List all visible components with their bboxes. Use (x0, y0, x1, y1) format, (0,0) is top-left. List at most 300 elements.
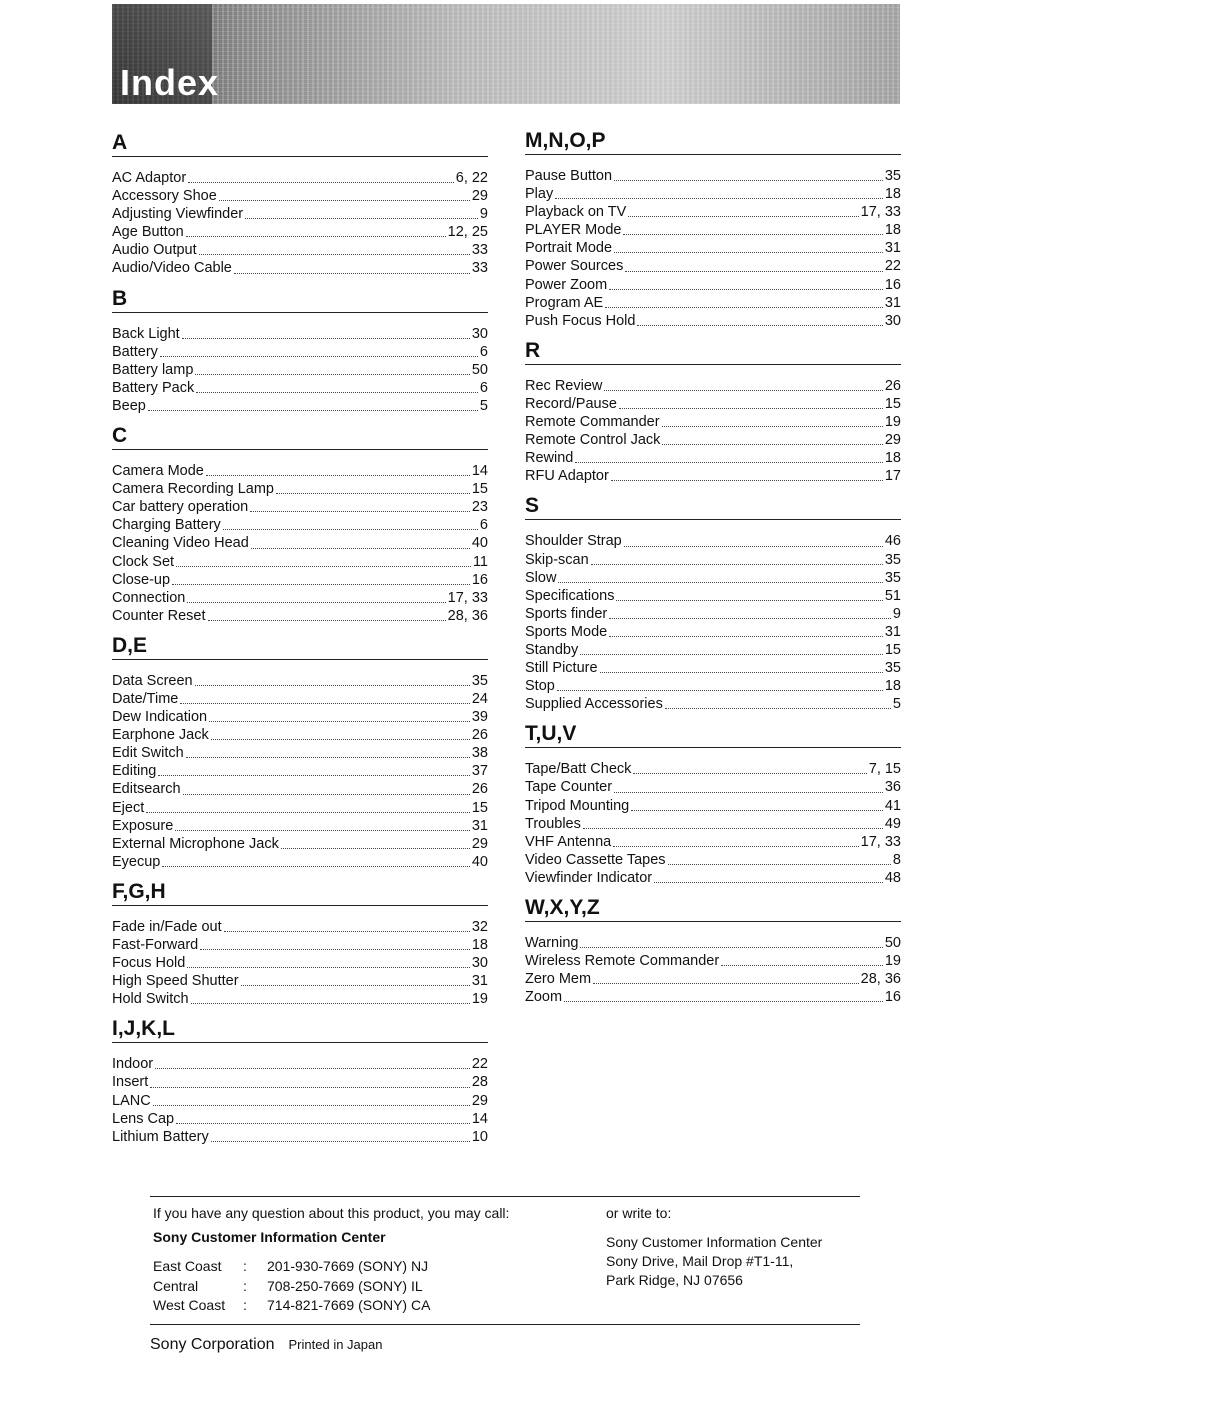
dot-leader (241, 984, 470, 986)
index-entry (112, 1110, 488, 1128)
entry-page: 35 (471, 672, 488, 689)
dot-leader (623, 233, 882, 235)
entry-page: 7, 15 (868, 761, 901, 778)
dot-leader (557, 689, 883, 691)
dot-leader (662, 425, 883, 427)
entry-term: LANC (112, 1092, 151, 1109)
corporation-line (150, 1336, 382, 1354)
dot-leader (555, 197, 883, 199)
index-section (525, 491, 901, 713)
dot-leader (211, 1140, 470, 1142)
entry-term: Play (525, 186, 554, 203)
dot-leader (276, 492, 470, 494)
dot-leader (187, 966, 470, 968)
dot-leader (631, 809, 883, 811)
index-entry (112, 672, 488, 690)
entry-page: 22 (884, 258, 901, 275)
index-entry (112, 607, 488, 625)
dot-leader (604, 389, 883, 391)
entry-page: 30 (884, 312, 901, 329)
entry-term: Troubles (525, 815, 581, 832)
entry-term: Editsearch (112, 781, 181, 798)
index-entry (112, 241, 488, 259)
index-section (525, 336, 901, 486)
dot-leader (195, 684, 470, 686)
phone-region: Central (153, 1277, 199, 1294)
entry-term: Slow (525, 569, 557, 586)
section-letter: A (112, 128, 488, 157)
index-entry (112, 361, 488, 379)
entry-term: Skip-scan (525, 551, 589, 568)
entry-page: 6 (479, 379, 488, 396)
index-entry (525, 869, 901, 887)
entry-term: RFU Adaptor (525, 468, 609, 485)
entry-page: 35 (884, 569, 901, 586)
index-entry (112, 1055, 488, 1073)
entry-term: Exposure (112, 817, 174, 834)
entry-page: 18 (471, 937, 488, 953)
phone-separator: : (243, 1258, 247, 1274)
entry-term: Counter Reset (112, 607, 206, 624)
entry-page: 50 (884, 935, 901, 951)
index-section (525, 893, 901, 1006)
dot-leader (628, 215, 858, 217)
index-entry (112, 589, 488, 607)
entry-term: Power Sources (525, 258, 624, 275)
index-entry (525, 760, 901, 778)
dot-leader (619, 407, 883, 409)
entry-page: 28 (471, 1074, 488, 1091)
dot-leader (245, 217, 478, 219)
entry-page: 22 (471, 1056, 488, 1073)
section-letter: D,E (112, 631, 488, 660)
entry-page: 31 (884, 294, 901, 311)
entry-term: Charging Battery (112, 517, 221, 534)
section-letter: S (525, 491, 901, 520)
entry-page: 6, 22 (455, 170, 488, 186)
entry-page: 6 (479, 343, 488, 360)
dot-leader (153, 1104, 470, 1106)
index-entry (525, 833, 901, 851)
index-entry (525, 431, 901, 449)
entry-term: Push Focus Hold (525, 312, 636, 329)
entry-term: Tripod Mounting (525, 797, 630, 814)
index-entry (112, 954, 488, 972)
entry-page: 26 (471, 727, 488, 744)
entry-term: Supplied Accessories (525, 696, 663, 713)
entry-page: 19 (884, 414, 901, 431)
entry-term: Program AE (525, 294, 604, 311)
index-section (525, 126, 901, 330)
entry-term: Still Picture (525, 660, 598, 677)
dot-leader (208, 619, 446, 621)
entry-term: Wireless Remote Commander (525, 953, 720, 970)
entry-term: Editing (112, 763, 157, 780)
entry-page: 38 (471, 745, 488, 762)
entry-page: 14 (471, 1110, 488, 1127)
entry-page: 40 (471, 535, 488, 552)
index-entry (525, 203, 901, 221)
entry-term: Insert (112, 1074, 149, 1091)
index-entry (525, 449, 901, 467)
address-line: Sony Customer Information Center (606, 1234, 823, 1250)
phone-number: 708-250-7669 (SONY) IL (267, 1277, 423, 1294)
entry-term: Zero Mem (525, 971, 592, 988)
dot-leader (624, 545, 883, 547)
entry-term: Battery (112, 343, 158, 360)
entry-term: Date/Time (112, 690, 179, 707)
entry-term: External Microphone Jack (112, 835, 279, 852)
dot-leader (172, 583, 470, 585)
index-entry (112, 817, 488, 835)
index-entry (525, 257, 901, 275)
entry-term: Close-up (112, 571, 171, 588)
index-section (112, 631, 488, 871)
index-entry (525, 551, 901, 569)
dot-leader (146, 811, 470, 813)
dot-leader (209, 720, 470, 722)
index-entry (112, 169, 488, 187)
entry-term: Audio Output (112, 242, 197, 259)
entry-page: 28, 36 (860, 971, 901, 988)
dot-leader (176, 565, 471, 567)
phone-number: 201-930-7669 (SONY) NJ (267, 1258, 429, 1274)
index-entry (525, 294, 901, 312)
index-column-right (525, 126, 901, 1012)
dot-leader (176, 1122, 470, 1124)
dot-leader (150, 1086, 470, 1088)
entry-term: Power Zoom (525, 276, 608, 293)
phone-row (153, 1277, 593, 1297)
entry-page: 15 (884, 395, 901, 412)
dot-leader (206, 474, 470, 476)
index-entry (112, 1128, 488, 1146)
index-entry (112, 379, 488, 397)
dot-leader (191, 1002, 470, 1004)
index-entry (525, 641, 901, 659)
entry-page: 17, 33 (860, 833, 901, 850)
index-entry (525, 413, 901, 431)
dot-leader (613, 845, 858, 847)
entry-page: 9 (479, 206, 488, 223)
index-entry (112, 205, 488, 223)
dot-leader (162, 865, 469, 867)
index-entry (525, 569, 901, 587)
entry-page: 29 (884, 432, 901, 449)
dot-leader (575, 461, 883, 463)
entry-page: 41 (884, 797, 901, 814)
entry-page: 31 (884, 240, 901, 257)
entry-term: Zoom (525, 989, 563, 1006)
index-entry (525, 952, 901, 970)
entry-page: 35 (884, 551, 901, 568)
index-entry (112, 799, 488, 817)
entry-term: Pause Button (525, 168, 613, 184)
dot-leader (609, 635, 883, 637)
entry-term: Viewfinder Indicator (525, 869, 653, 886)
section-letter: B (112, 284, 488, 313)
dot-leader (558, 581, 882, 583)
phone-row (153, 1257, 593, 1277)
dot-leader (600, 671, 883, 673)
index-section (112, 877, 488, 1008)
entry-page: 29 (471, 835, 488, 852)
corporation-name: Sony Corporation (150, 1336, 275, 1353)
entry-term: Lens Cap (112, 1110, 175, 1127)
page-title: Index (120, 62, 220, 103)
index-entry (112, 571, 488, 589)
dot-leader (637, 324, 882, 326)
index-entry (525, 395, 901, 413)
index-entry (525, 851, 901, 869)
dot-leader (614, 179, 883, 181)
entry-term: Remote Control Jack (525, 432, 661, 449)
dot-leader (281, 847, 470, 849)
dot-leader (625, 270, 883, 272)
entry-page: 31 (884, 623, 901, 640)
index-entry (112, 762, 488, 780)
entry-page: 14 (471, 463, 488, 480)
index-entry (112, 936, 488, 954)
index-entry (525, 623, 901, 641)
entry-term: Fast-Forward (112, 937, 199, 953)
phone-row (153, 1296, 593, 1316)
dot-leader (186, 756, 470, 758)
dot-leader (614, 251, 883, 253)
printed-in: Printed in Japan (288, 1337, 383, 1352)
entry-page: 15 (471, 799, 488, 816)
entry-page: 17, 33 (860, 204, 901, 221)
entry-term: PLAYER Mode (525, 222, 622, 239)
index-entry (112, 780, 488, 798)
entry-term: Focus Hold (112, 955, 186, 972)
entry-term: Hold Switch (112, 991, 189, 1008)
entry-term: Battery Pack (112, 379, 195, 396)
section-letter: W,X,Y,Z (525, 893, 901, 922)
dot-leader (580, 946, 882, 948)
phone-region: East Coast (153, 1258, 222, 1274)
entry-page: 29 (471, 1092, 488, 1109)
entry-page: 15 (471, 481, 488, 498)
index-entry (525, 605, 901, 623)
entry-term: Warning (525, 935, 579, 951)
dot-leader (187, 601, 445, 603)
index-entry (112, 990, 488, 1008)
entry-term: Portrait Mode (525, 240, 613, 257)
entry-term: Specifications (525, 587, 615, 604)
dot-leader (583, 827, 883, 829)
index-entry (525, 532, 901, 550)
index-entry (525, 797, 901, 815)
index-entry (525, 312, 901, 330)
index-entry (112, 397, 488, 415)
entry-term: Stop (525, 678, 555, 695)
dot-leader (668, 863, 891, 865)
address-line: Sony Drive, Mail Drop #T1-11, (606, 1253, 794, 1269)
entry-page: 16 (884, 989, 901, 1006)
dot-leader (591, 563, 883, 565)
entry-page: 31 (471, 973, 488, 990)
phone-list (153, 1257, 593, 1316)
entry-term: Back Light (112, 325, 180, 342)
index-entry (112, 259, 488, 277)
index-entry (112, 972, 488, 990)
dot-leader (721, 964, 883, 966)
dot-leader (219, 199, 470, 201)
entry-term: Beep (112, 397, 146, 414)
entry-page: 39 (471, 709, 488, 726)
entry-page: 19 (884, 953, 901, 970)
entry-term: Eyecup (112, 853, 161, 870)
entry-page: 51 (884, 587, 901, 604)
entry-page: 37 (471, 763, 488, 780)
dot-leader (251, 547, 470, 549)
entry-page: 18 (884, 222, 901, 239)
entry-page: 6 (479, 517, 488, 534)
phone-contact-block (153, 1204, 593, 1316)
entry-page: 19 (471, 991, 488, 1008)
phone-separator: : (243, 1277, 247, 1294)
question-text: If you have any question about this product, you may call: (153, 1205, 510, 1221)
entry-term: AC Adaptor (112, 170, 187, 186)
index-entry (112, 534, 488, 552)
entry-page: 29 (471, 188, 488, 205)
index-entry (525, 221, 901, 239)
dot-leader (609, 617, 891, 619)
entry-page: 40 (471, 853, 488, 870)
index-section (525, 719, 901, 887)
dot-leader (223, 528, 478, 530)
entry-page: 46 (884, 533, 901, 550)
entry-term: Playback on TV (525, 204, 627, 221)
index-entry (525, 167, 901, 185)
index-entry (112, 690, 488, 708)
entry-page: 28, 36 (447, 607, 488, 624)
index-section (112, 1014, 488, 1145)
entry-page: 49 (884, 815, 901, 832)
dot-leader (665, 707, 891, 709)
dot-leader (200, 948, 470, 950)
section-letter: I,J,K,L (112, 1014, 488, 1043)
index-entry (112, 553, 488, 571)
dot-leader (614, 791, 883, 793)
dot-leader (160, 355, 478, 357)
index-entry (112, 462, 488, 480)
index-entry (525, 677, 901, 695)
dot-leader (654, 881, 883, 883)
entry-term: Accessory Shoe (112, 188, 217, 205)
dot-leader (616, 599, 882, 601)
entry-term: Car battery operation (112, 499, 249, 516)
entry-page: 32 (471, 918, 488, 935)
entry-term: Record/Pause (525, 395, 617, 412)
entry-page: 50 (471, 361, 488, 378)
phone-separator: : (243, 1297, 247, 1313)
section-letter: R (525, 336, 901, 365)
index-entry (525, 659, 901, 677)
dot-leader (158, 774, 470, 776)
entry-page: 35 (884, 660, 901, 677)
entry-page: 10 (471, 1128, 488, 1145)
index-entry (525, 377, 901, 395)
entry-term: Indoor (112, 1056, 154, 1073)
entry-term: Tape Counter (525, 779, 613, 796)
index-entry (112, 516, 488, 534)
index-entry (112, 343, 488, 361)
entry-page: 23 (471, 499, 488, 516)
entry-page: 26 (471, 781, 488, 798)
entry-term: VHF Antenna (525, 833, 612, 850)
index-entry (525, 815, 901, 833)
entry-page: 11 (472, 553, 488, 570)
dot-leader (196, 391, 478, 393)
index-entry (525, 587, 901, 605)
dot-leader (148, 409, 478, 411)
index-entry (112, 1092, 488, 1110)
entry-term: Remote Commander (525, 414, 660, 431)
entry-term: Clock Set (112, 553, 175, 570)
entry-term: Data Screen (112, 672, 193, 689)
index-entry (112, 918, 488, 936)
index-entry (112, 835, 488, 853)
dot-leader (155, 1067, 470, 1069)
entry-term: Sports Mode (525, 623, 608, 640)
index-column-left (112, 128, 488, 1152)
dot-leader (580, 653, 883, 655)
index-banner (112, 4, 900, 104)
entry-term: Rewind (525, 450, 574, 467)
index-section (112, 284, 488, 415)
dot-leader (250, 510, 470, 512)
entry-page: 33 (471, 260, 488, 277)
entry-term: Battery lamp (112, 361, 194, 378)
entry-page: 24 (471, 690, 488, 707)
dot-leader (183, 793, 470, 795)
entry-page: 5 (479, 397, 488, 414)
entry-page: 26 (884, 377, 901, 394)
entry-page: 36 (884, 779, 901, 796)
entry-term: Rec Review (525, 377, 603, 394)
dot-leader (593, 982, 859, 984)
entry-page: 17 (884, 468, 901, 485)
index-entry (112, 325, 488, 343)
section-letter: T,U,V (525, 719, 901, 748)
index-entry (525, 934, 901, 952)
index-entry (112, 187, 488, 205)
index-entry (112, 223, 488, 241)
entry-term: Fade in/Fade out (112, 918, 222, 935)
index-entry (525, 970, 901, 988)
index-entry (112, 744, 488, 762)
entry-page: 8 (892, 851, 901, 868)
footer-top-rule (150, 1196, 860, 1197)
entry-page: 31 (471, 817, 488, 834)
phone-region: West Coast (153, 1297, 226, 1313)
index-entry (525, 467, 901, 485)
dot-leader (234, 272, 470, 274)
contact-footer (150, 1196, 860, 1313)
entry-term: Age Button (112, 224, 184, 241)
dot-leader (211, 738, 470, 740)
entry-term: Video Cassette Tapes (525, 851, 666, 868)
entry-page: 33 (471, 242, 488, 259)
entry-page: 16 (471, 571, 488, 588)
entry-term: Earphone Jack (112, 727, 209, 744)
entry-term: Adjusting Viewfinder (112, 206, 244, 223)
dot-leader (609, 288, 883, 290)
entry-page: 9 (892, 605, 901, 622)
entry-page: 35 (884, 168, 901, 184)
